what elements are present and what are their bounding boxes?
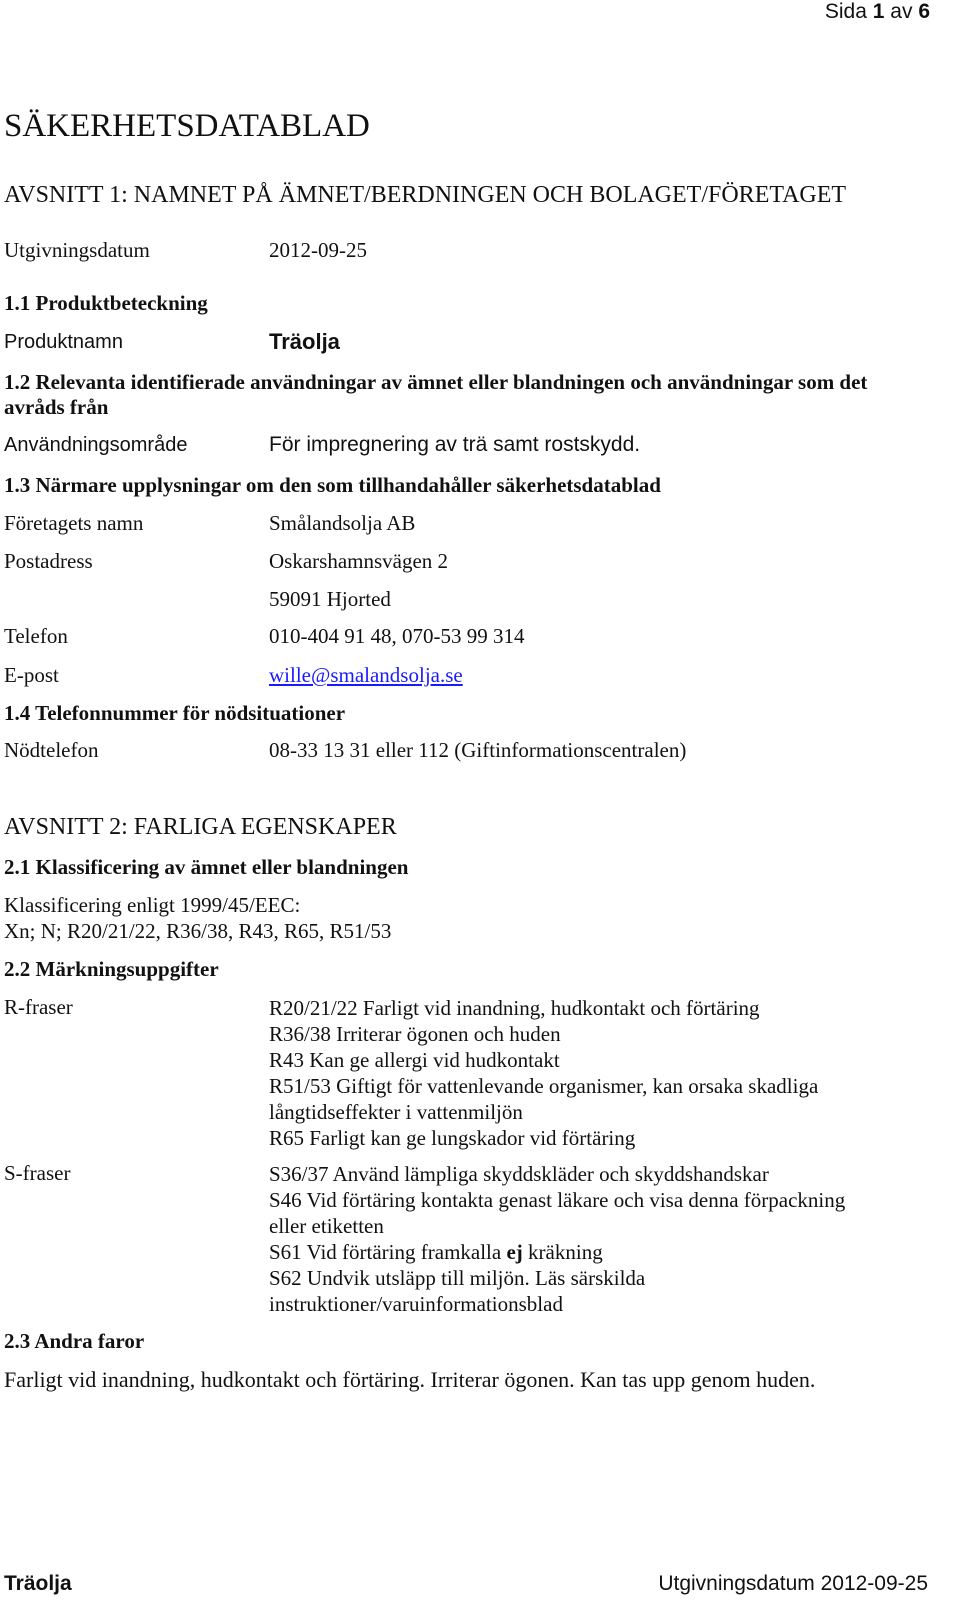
s61-prefix: S61 Vid förtäring framkalla	[269, 1240, 507, 1264]
subsection-2-1: 2.1 Klassificering av ämnet eller blandningen	[4, 855, 409, 879]
phone-label: Telefon	[4, 624, 68, 648]
page-counter	[825, 0, 930, 24]
s-phrases-list	[269, 1161, 845, 1317]
subsection-1-3: 1.3 Närmare upplysningar om den som tillhandahåller säkerhetsdatablad	[4, 473, 661, 497]
company-value: Smålandsolja AB	[269, 511, 416, 535]
r-phrases-label: R-fraser	[4, 995, 73, 1019]
company-label: Företagets namn	[4, 511, 144, 535]
r-phrase: R65 Farligt kan ge lungskador vid förtäring	[269, 1126, 636, 1150]
r-phrase: R20/21/22 Farligt vid inandning, hudkontakt och förtäring	[269, 996, 760, 1020]
r-phrase: R36/38 Irriterar ögonen och huden	[269, 1022, 561, 1046]
issue-date-value: 2012-09-25	[269, 238, 367, 262]
address-line1: Oskarshamnsvägen 2	[269, 549, 449, 573]
emergency-value: 08-33 13 31 eller 112 (Giftinformationscentralen)	[269, 738, 687, 762]
s-phrase: instruktioner/varuinformationsblad	[269, 1292, 563, 1316]
issue-date-label: Utgivningsdatum	[4, 238, 150, 262]
product-name-value: Träolja	[269, 329, 340, 354]
classification-line2: Xn; N; R20/21/22, R36/38, R43, R65, R51/53	[4, 919, 392, 943]
subsection-1-2-line2: avråds från	[4, 395, 109, 419]
subsection-1-1: 1.1 Produktbeteckning	[4, 291, 208, 315]
emergency-label: Nödtelefon	[4, 738, 99, 762]
email-link[interactable]: wille@smalandsolja.se	[269, 663, 463, 687]
address-line2: 59091 Hjorted	[269, 587, 391, 611]
use-value: För impregnering av trä samt rostskydd.	[269, 433, 641, 456]
r-phrases-list	[269, 995, 818, 1151]
page-of: av	[890, 0, 913, 23]
s-phrase-s61	[269, 1239, 845, 1265]
phone-value: 010-404 91 48, 070-53 99 314	[269, 624, 525, 648]
section2-heading: AVSNITT 2: FARLIGA EGENSKAPER	[4, 814, 397, 840]
footer-product: Träolja	[4, 1572, 72, 1595]
r-phrase: långtidseffekter i vattenmiljön	[269, 1100, 523, 1124]
document-title: SÄKERHETSDATABLAD	[4, 108, 370, 144]
page-total: 6	[918, 0, 930, 23]
s-phrase: S62 Undvik utsläpp till miljön. Läs särskilda	[269, 1266, 646, 1290]
subsection-1-4: 1.4 Telefonnummer för nödsituationer	[4, 701, 346, 725]
other-hazards-text: Farligt vid inandning, hudkontakt och förtäring. Irriterar ögonen. Kan tas upp genom huden.	[4, 1367, 816, 1392]
r-phrase: R43 Kan ge allergi vid hudkontakt	[269, 1048, 560, 1072]
section1-heading: AVSNITT 1: NAMNET PÅ ÄMNET/BERDNINGEN OCH BOLAGET/FÖRETAGET	[4, 182, 847, 208]
classification-line1: Klassificering enligt 1999/45/EEC:	[4, 893, 301, 917]
page-prefix: Sida	[824, 0, 867, 23]
use-label: Användningsområde	[4, 434, 188, 456]
product-name-label: Produktnamn	[4, 331, 123, 353]
address-label: Postadress	[4, 549, 93, 573]
subsection-2-3: 2.3 Andra faror	[4, 1329, 145, 1353]
s-phrase: S46 Vid förtäring kontakta genast läkare och visa denna förpackning	[269, 1188, 846, 1212]
page-current: 1	[872, 0, 885, 23]
s-phrase: eller etiketten	[269, 1214, 384, 1238]
email-label: E-post	[4, 663, 59, 687]
r-phrase: R51/53 Giftigt för vattenlevande organismer, kan orsaka skadliga	[269, 1074, 819, 1098]
s-phrase: S36/37 Använd lämpliga skyddskläder och skyddshandskar	[269, 1162, 769, 1186]
s61-suffix: kräkning	[522, 1240, 603, 1264]
footer-issue-date: Utgivningsdatum 2012-09-25	[658, 1572, 928, 1595]
subsection-2-2: 2.2 Märkningsuppgifter	[4, 957, 219, 981]
s61-emphasis: ej	[506, 1240, 523, 1264]
s-phrases-label: S-fraser	[4, 1161, 71, 1185]
subsection-1-2-line1: 1.2 Relevanta identifierade användningar av ämnet eller blandningen och användningar som det	[4, 370, 868, 394]
